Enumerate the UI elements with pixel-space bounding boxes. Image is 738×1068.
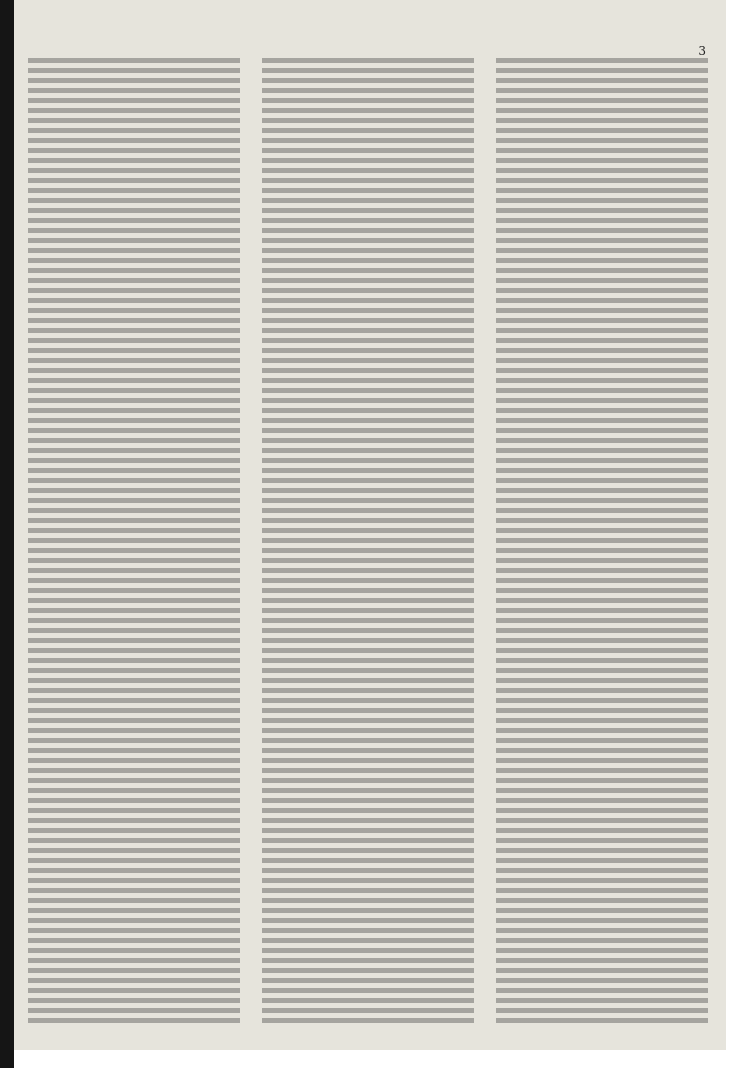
column-text bbox=[262, 58, 474, 1026]
page-number: 3 bbox=[698, 44, 706, 58]
column-text bbox=[496, 58, 708, 1026]
text-column-2 bbox=[262, 58, 474, 1026]
bottom-margin bbox=[14, 1050, 738, 1068]
text-column-1 bbox=[28, 58, 240, 1026]
scan-edge bbox=[0, 0, 14, 1068]
text-column-3 bbox=[496, 58, 708, 1026]
column-text bbox=[28, 58, 240, 1026]
paper-sheet bbox=[14, 0, 726, 1050]
